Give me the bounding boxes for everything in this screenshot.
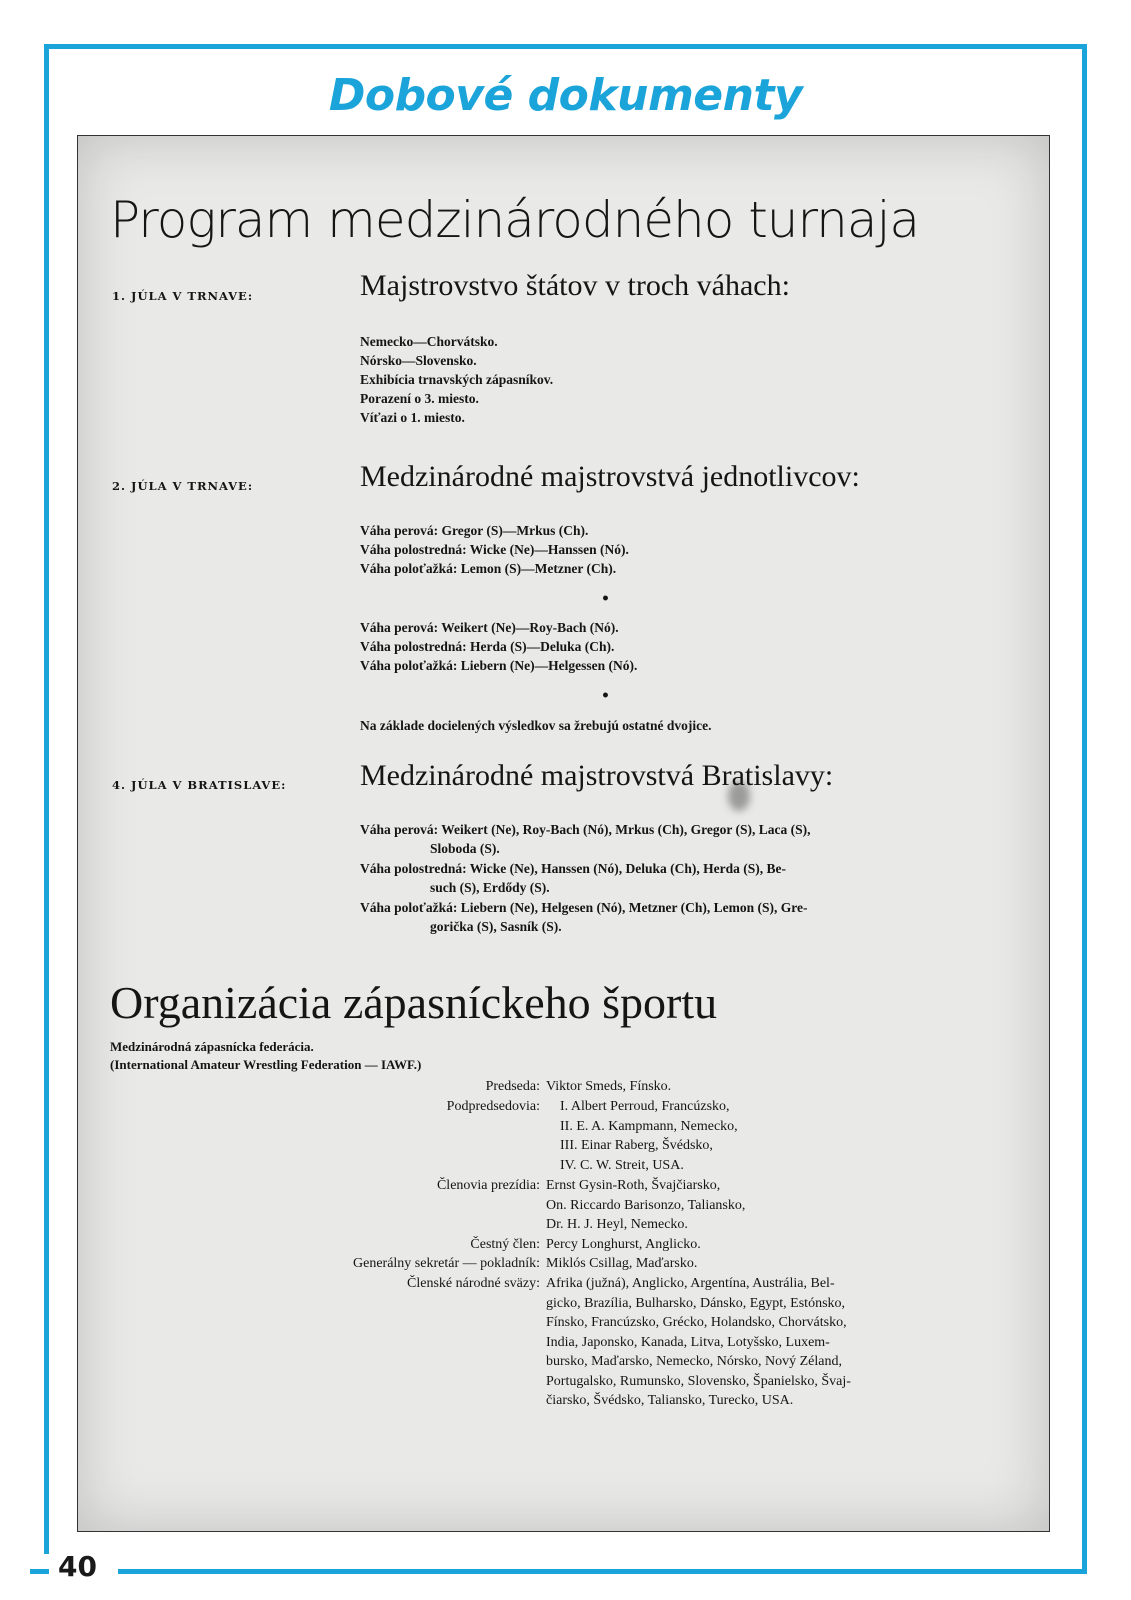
role-holder: [546, 1077, 986, 1097]
holder-line: On. Riccardo Barisonzo, Taliansko,: [546, 1197, 746, 1213]
holder-line: India, Japonsko, Kanada, Litva, Lotyšsko, Luxem-: [546, 1334, 830, 1350]
holder-line: Miklós Csillag, Maďarsko.: [546, 1256, 698, 1271]
holder-line: Percy Longhurst, Anglicko.: [546, 1237, 701, 1252]
role-label: Generálny sekretár — pokladník:: [353, 1256, 540, 1271]
role-label: Členovia prezídia:: [436, 1178, 540, 1193]
entry-line: Váha poloťažká: Liebern (Ne), Helgesen (Nó), Metzner (Ch), Lemon (S), Gre-: [360, 900, 808, 915]
note-line: Na základe docielených výsledkov sa žrebujú ostatné dvojice.: [360, 718, 712, 733]
entry-line: Váha perová: Weikert (Ne), Roy-Bach (Nó), Mrkus (Ch), Gregor (S), Laca (S),: [360, 822, 811, 837]
frame-bottom: [118, 1569, 1087, 1574]
holder-line: Fínsko, Francúzsko, Grécko, Holandsko, Chorvátsko,: [546, 1315, 847, 1330]
holder-line: III. Einar Raberg, Švédsko,: [560, 1138, 713, 1153]
weight-class-entry: [360, 820, 990, 858]
holder-line: I. Albert Perroud, Francúzsko,: [560, 1099, 730, 1114]
role-label: Čestný člen:: [470, 1237, 540, 1252]
organization-title: Organizácia zápasníckeho športu: [110, 977, 718, 1028]
holder-line: Portugalsko, Rumunsko, Slovensko, Španielsko, Švaj-: [546, 1373, 851, 1389]
holder-line: II. E. A. Kampmann, Nemecko,: [560, 1118, 738, 1134]
bout-line: Váha poloťažká: Liebern (Ne)—Helgessen (Nó).: [360, 658, 638, 673]
match-line: Porazení o 3. miesto.: [360, 391, 479, 406]
intro-line: Medzinárodná zápasnícka federácia.: [110, 1039, 314, 1054]
date-label-day2: 2. JÚLA V TRNAVE:: [112, 479, 254, 493]
role-label: Podpredsedovia:: [446, 1099, 540, 1114]
bout-line: Váha polostredná: Herda (S)—Deluka (Ch).: [360, 639, 615, 654]
entry-line: Váha polostredná: Wicke (Ne), Hanssen (Nó), Deluka (Ch), Herda (S), Be-: [360, 861, 787, 876]
entry-line: Sloboda (S).: [430, 841, 500, 856]
weight-class-entry: [360, 859, 990, 897]
scanned-document: [77, 135, 1050, 1532]
holder-line: Dr. H. J. Heyl, Nemecko.: [546, 1217, 688, 1232]
holder-line: Ernst Gysin-Roth, Švajčiarsko,: [546, 1178, 721, 1193]
section-heading-day2: Medzinárodné majstrovstvá jednotlivcov:: [360, 460, 860, 493]
role-holder: [546, 1097, 1000, 1175]
holder-line: IV. C. W. Streit, USA.: [560, 1157, 684, 1173]
bout-line: Váha polostredná: Wicke (Ne)—Hanssen (Nó).: [360, 542, 629, 557]
organization-intro: [110, 1038, 421, 1074]
draw-note: [360, 716, 712, 735]
entry-line: gorička (S), Sasník (S).: [430, 919, 562, 934]
date-label-day3: 4. JÚLA V BRATISLAVE:: [112, 778, 287, 792]
frame-right: [1082, 44, 1087, 1574]
holder-line: bursko, Maďarsko, Nemecko, Nórsko, Nový Zéland,: [546, 1354, 842, 1369]
role-holder: [546, 1254, 986, 1274]
role-holder: [546, 1235, 986, 1255]
date-label-day1: 1. JÚLA V TRNAVE:: [112, 289, 254, 303]
match-line: Exhibícia trnavských zápasníkov.: [360, 372, 554, 387]
match-list-day2-a: [360, 521, 629, 578]
bout-line: Váha poloťažká: Lemon (S)—Metzner (Ch).: [360, 561, 617, 576]
section-heading-day1: Majstrovstvo štátov v troch váhach:: [360, 269, 790, 302]
intro-line: (International Amateur Wrestling Federation — IAWF.): [110, 1057, 422, 1072]
role-holder: [546, 1176, 986, 1235]
frame-left: [44, 44, 49, 1554]
entry-line: such (S), Erdődy (S).: [430, 880, 550, 895]
weight-class-entry: [360, 898, 990, 936]
holder-line: Viktor Smeds, Fínsko.: [546, 1079, 672, 1094]
document-title: Program medzinárodného turnaja: [110, 191, 920, 249]
separator-dot: •: [601, 591, 610, 607]
bout-line: Váha perová: Weikert (Ne)—Roy-Bach (Nó).: [360, 620, 619, 635]
holder-line: Afrika (južná), Anglicko, Argentína, Austrália, Bel-: [546, 1276, 835, 1291]
match-list-day2-b: [360, 618, 637, 675]
bout-line: Váha perová: Gregor (S)—Mrkus (Ch).: [360, 523, 589, 538]
separator-dot: •: [601, 688, 610, 704]
frame-bottom-left: [30, 1569, 49, 1574]
match-list-day1: [360, 332, 553, 427]
holder-line: gicko, Brazília, Bulharsko, Dánsko, Egypt, Estónsko,: [546, 1295, 846, 1311]
section-heading-day3: Medzinárodné majstrovstvá Bratislavy:: [360, 759, 834, 792]
match-line: Nórsko—Slovensko.: [360, 353, 477, 368]
page-header-title: Dobové dokumenty: [328, 70, 803, 121]
role-label: Členské národné sväzy:: [407, 1276, 540, 1291]
member-federations: [546, 1274, 986, 1411]
holder-line: čiarsko, Švédsko, Taliansko, Turecko, USA.: [546, 1393, 794, 1408]
match-line: Víťazi o 1. miesto.: [360, 410, 465, 425]
match-line: Nemecko—Chorvátsko.: [360, 334, 498, 349]
role-label: Predseda:: [485, 1079, 540, 1094]
frame-top: [44, 44, 1087, 49]
page-number: 40: [58, 1550, 97, 1583]
